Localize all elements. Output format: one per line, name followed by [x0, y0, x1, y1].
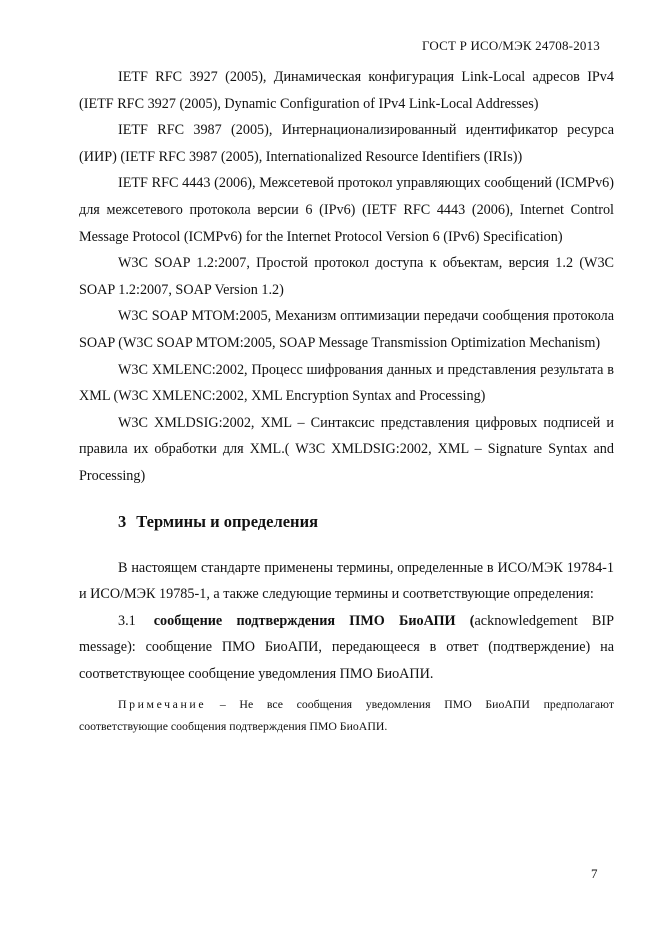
note-text: – Не все сообщения уведомления ПМО БиоАПИ предполагают соответствующие сообщения подтверждения ПМО БиоАПИ. [79, 697, 614, 734]
reference-entry: W3C SOAP 1.2:2007, Простой протокол доступа к объектам, версия 1.2 (W3C SOAP 1.2:2007, SOAP Version 1.2) [79, 255, 614, 298]
reference-entry: IETF RFC 3987 (2005), Интернационализированный идентификатор ресурса (ИИР) (IETF RFC 3987 (2005), Internationalized Resource Identifiers (IRIs)) [79, 122, 614, 165]
reference-entry: IETF RFC 4443 (2006), Межсетевой протокол управляющих сообщений (ICMPv6) для межсетевого протокола версии 6 (IPv6) (IETF RFC 4443 (2006), Internet Control Message Protocol (ICMPv6) for the Internet Protocol Version 6 (IPv6) Specification) [79, 175, 614, 245]
term-definition [79, 608, 614, 688]
term-name: сообщение подтверждения ПМО БиоАПИ ( [153, 612, 475, 629]
reference-entry: W3C XMLDSIG:2002, XML – Синтаксис представления цифровых подписей и правила их обработки для XML.( W3C XMLDSIG:2002, XML – Signature Syntax and Processing) [79, 414, 614, 484]
page-content [79, 64, 614, 737]
note [79, 693, 614, 737]
section-number: 3 [118, 511, 127, 531]
term-definition-text: acknowledgement BIP message): сообщение ПМО БиоАПИ, передающееся в ответ (подтверждение) на соответствующее сообщение уведомления ПМО БиоАПИ. [79, 612, 614, 682]
reference-entry: W3C XMLENC:2002, Процесс шифрования данных и представления результата в XML (W3C XMLENC:2002, XML Encryption Syntax and Processing) [79, 361, 614, 405]
intro-paragraph: В настоящем стандарте применены термины, определенные в ИСО/МЭК 19784-1 и ИСО/МЭК 19785-1, а также следующие термины и соответствующие определения: [79, 559, 614, 603]
reference-entry: W3C SOAP MTOM:2005, Механизм оптимизации передачи сообщения протокола SOAP (W3C SOAP MTOM:2005, SOAP Message Transmission Optimization Mechanism) [79, 308, 614, 351]
page-number: 7 [591, 866, 598, 881]
section-title: Термины и определения [136, 511, 318, 531]
page-header: ГОСТ Р ИСО/МЭК 24708-2013 [421, 38, 600, 53]
section-heading [118, 509, 614, 535]
note-label: Примечание [118, 697, 207, 712]
term-number: 3.1 [118, 612, 136, 629]
reference-entry: IETF RFC 3927 (2005), Динамическая конфигурация Link-Local адресов IPv4 (IETF RFC 3927 (2005), Dynamic Configuration of IPv4 Link-Local Addresses) [79, 69, 614, 112]
